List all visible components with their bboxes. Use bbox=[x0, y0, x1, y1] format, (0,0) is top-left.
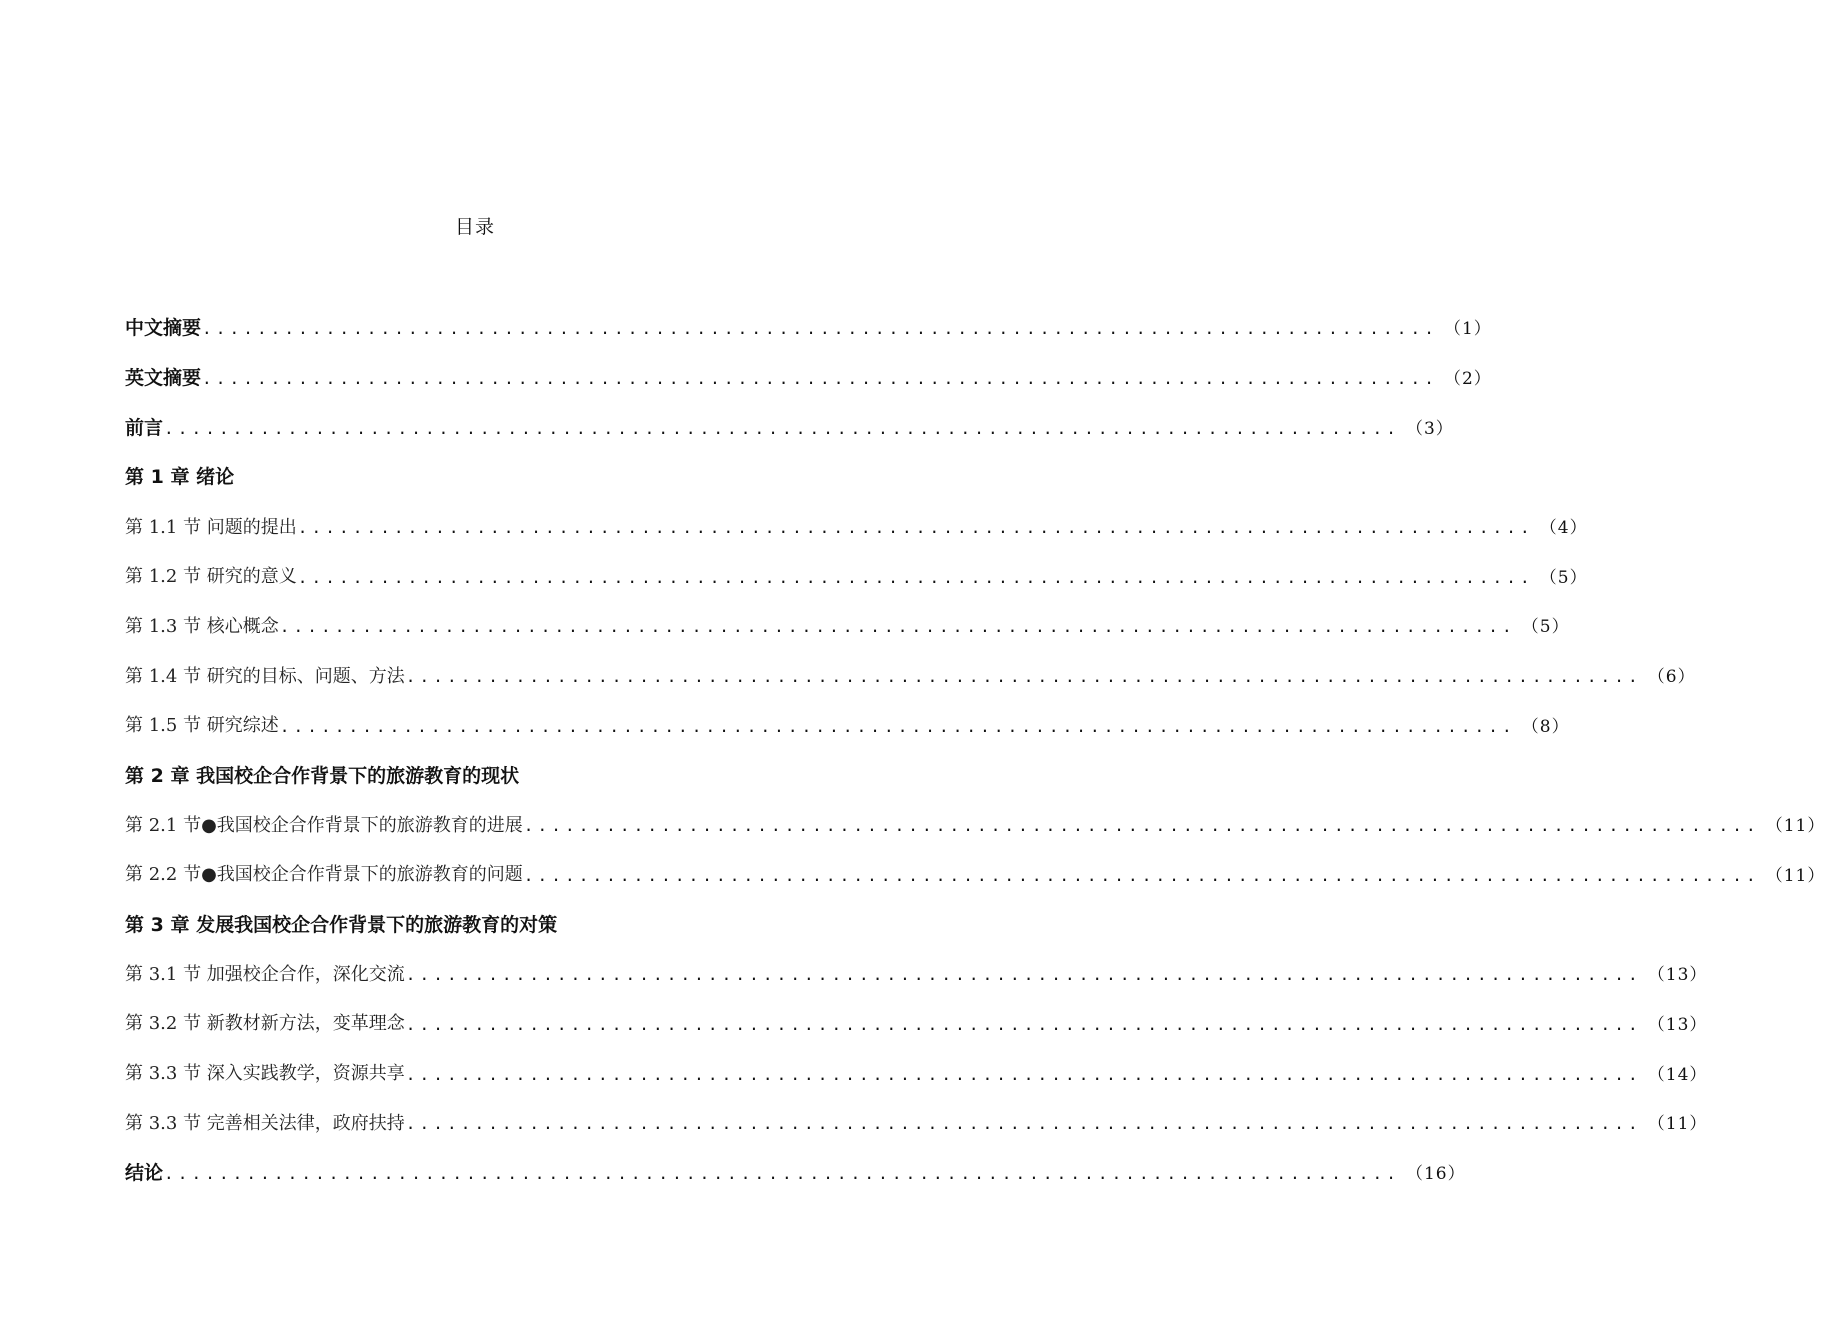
dot-leader: .......................................................................................... bbox=[279, 617, 1516, 637]
dot-leader: .......................................................................................... bbox=[405, 1064, 1642, 1084]
toc-entry-conclusion[interactable] bbox=[125, 1147, 1466, 1197]
dot-leader: .......................................................................................... bbox=[202, 369, 1438, 389]
dot-leader: .......................................................................................... bbox=[297, 567, 1534, 587]
toc-entry-page: （8） bbox=[1521, 716, 1570, 737]
toc-chapter-label: 第 1 章 绪论 bbox=[125, 466, 235, 489]
dot-leader: .......................................................................................... bbox=[405, 1114, 1642, 1134]
toc-entry-page: （2） bbox=[1443, 369, 1492, 390]
toc-section-2-1[interactable] bbox=[125, 799, 1825, 849]
toc-entry-label: 第 1.2 节 研究的意义 bbox=[125, 566, 297, 588]
toc-entry-label: 第 2.2 节●我国校企合作背景下的旅游教育的问题 bbox=[125, 864, 523, 886]
toc-entry-page: （5） bbox=[1521, 617, 1570, 638]
toc-entry-page: （5） bbox=[1539, 567, 1588, 588]
toc-section-1-1[interactable] bbox=[125, 501, 1588, 551]
toc-chapter-label: 第 3 章 发展我国校企合作背景下的旅游教育的对策 bbox=[125, 913, 558, 936]
dot-leader: .......................................................................................... bbox=[405, 1014, 1642, 1034]
toc-section-1-2[interactable] bbox=[125, 550, 1588, 600]
toc-entry-label: 第 1.5 节 研究综述 bbox=[125, 715, 279, 737]
toc-section-1-3[interactable] bbox=[125, 600, 1570, 650]
toc-section-3-3-b[interactable] bbox=[125, 1097, 1708, 1147]
toc-entry-page: （4） bbox=[1539, 518, 1588, 539]
toc-entry-page: （3） bbox=[1405, 418, 1454, 439]
toc-chapter-label: 第 2 章 我国校企合作背景下的旅游教育的现状 bbox=[125, 764, 520, 787]
page-title: 目录 bbox=[454, 216, 495, 238]
toc-entry-page: （11） bbox=[1765, 865, 1825, 886]
dot-leader: .......................................................................................... bbox=[202, 319, 1438, 339]
toc-entry-label: 第 3.3 节 完善相关法律，政府扶持 bbox=[125, 1112, 405, 1134]
dot-leader: .......................................................................................... bbox=[523, 865, 1760, 885]
toc-entry-label: 结论 bbox=[125, 1162, 164, 1185]
dot-leader: .......................................................................................... bbox=[164, 1164, 1400, 1184]
toc-section-3-2[interactable] bbox=[125, 998, 1708, 1048]
toc-entry-page: （16） bbox=[1405, 1164, 1466, 1185]
toc-section-3-1[interactable] bbox=[125, 948, 1708, 998]
toc-entry-label: 第 1.4 节 研究的目标、问题、方法 bbox=[125, 665, 405, 687]
toc-entry-label: 第 2.1 节●我国校企合作背景下的旅游教育的进展 bbox=[125, 814, 523, 836]
toc-section-1-4[interactable] bbox=[125, 650, 1696, 700]
toc-section-1-5[interactable] bbox=[125, 700, 1570, 750]
toc-chapter-3[interactable] bbox=[125, 898, 860, 948]
toc-section-3-3[interactable] bbox=[125, 1047, 1708, 1097]
dot-leader: .......................................................................................... bbox=[523, 816, 1760, 836]
toc-entry-page: （14） bbox=[1647, 1064, 1708, 1085]
toc-entry-page: （1） bbox=[1443, 319, 1492, 340]
toc-chapter-2[interactable] bbox=[125, 749, 860, 799]
toc-entry-label: 第 1.1 节 问题的提出 bbox=[125, 516, 297, 538]
table-of-contents bbox=[125, 302, 1825, 1196]
toc-section-2-2[interactable] bbox=[125, 849, 1825, 899]
toc-entry-label: 第 3.1 节 加强校企合作，深化交流 bbox=[125, 963, 405, 985]
dot-leader: .......................................................................................... bbox=[405, 965, 1642, 985]
toc-entry-page: （11） bbox=[1647, 1114, 1708, 1135]
toc-chapter-1[interactable] bbox=[125, 451, 860, 501]
toc-entry-label: 第 3.3 节 深入实践教学，资源共享 bbox=[125, 1063, 405, 1085]
toc-entry-label: 前言 bbox=[125, 416, 164, 439]
toc-entry-page: （6） bbox=[1647, 667, 1696, 688]
toc-entry-page: （13） bbox=[1647, 1014, 1708, 1035]
toc-entry-chinese-abstract[interactable] bbox=[125, 302, 1492, 352]
toc-entry-label: 第 1.3 节 核心概念 bbox=[125, 615, 279, 637]
toc-entry-english-abstract[interactable] bbox=[125, 352, 1492, 402]
dot-leader: .......................................................................................... bbox=[164, 418, 1400, 438]
toc-entry-page: （13） bbox=[1647, 965, 1708, 986]
dot-leader: .......................................................................................... bbox=[297, 518, 1534, 538]
dot-leader: .......................................................................................... bbox=[405, 667, 1642, 687]
toc-entry-page: （11） bbox=[1765, 816, 1825, 837]
toc-entry-label: 第 3.2 节 新教材新方法，变革理念 bbox=[125, 1013, 405, 1035]
toc-entry-preface[interactable] bbox=[125, 401, 1454, 451]
toc-entry-label: 英文摘要 bbox=[125, 367, 202, 390]
toc-entry-label: 中文摘要 bbox=[125, 317, 202, 340]
dot-leader: .......................................................................................... bbox=[279, 716, 1516, 736]
